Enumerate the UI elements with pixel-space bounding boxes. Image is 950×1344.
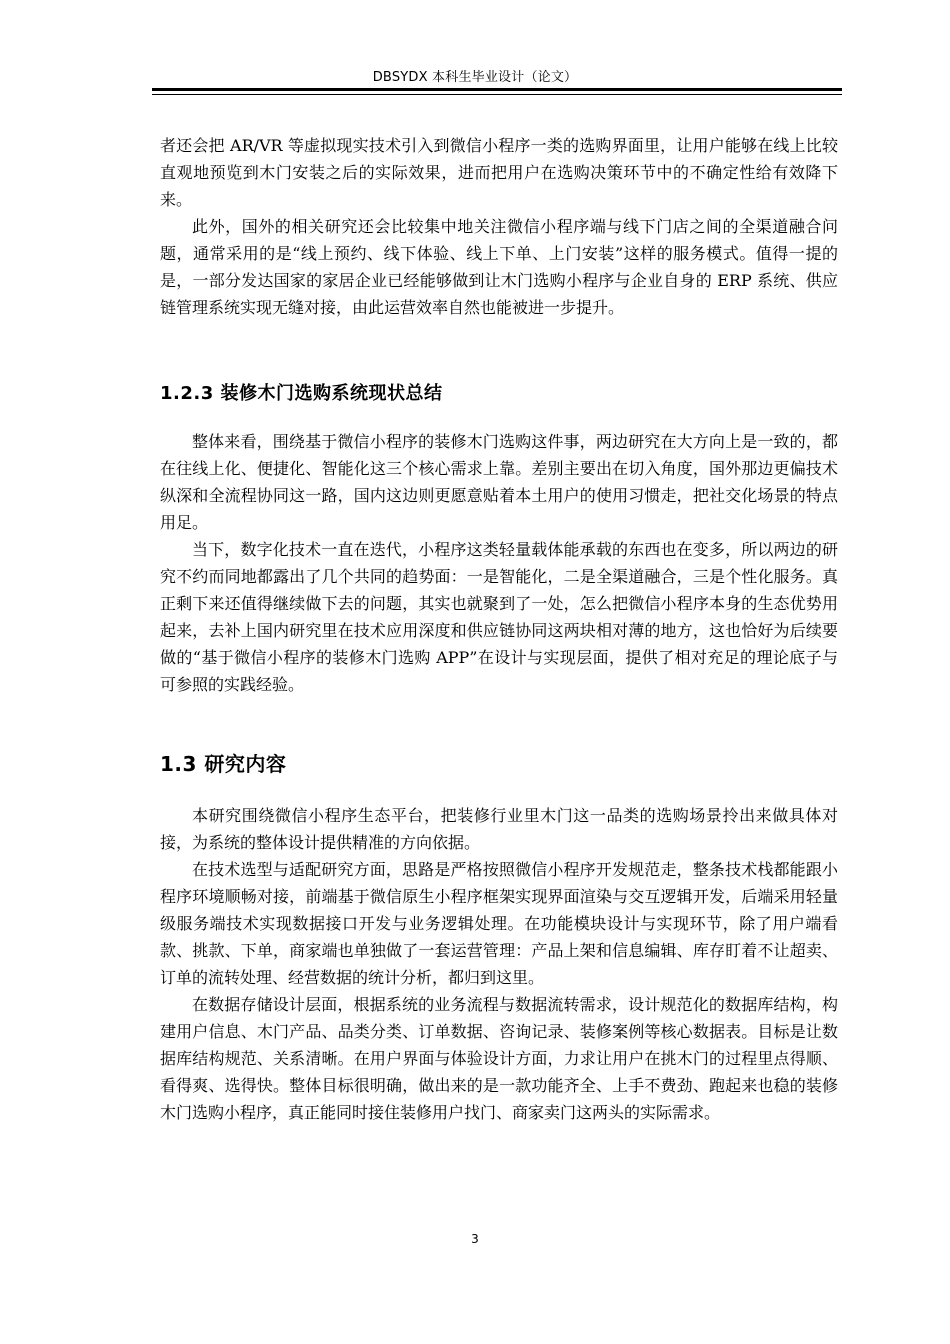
paragraph-continued: 者还会把 AR/VR 等虚拟现实技术引入到微信小程序一类的选购界面里，让用户能够在线上比较直观地预览到木门安装之后的实际效果，进而把用户在选购决策环节中的不确定性给有效降下来。 <box>160 136 838 209</box>
section-1-2-3-body <box>160 428 838 698</box>
paragraph: 本研究围绕微信小程序生态平台，把装修行业里木门这一品类的选购场景拎出来做具体对接，为系统的整体设计提供精准的方向依据。 <box>160 806 838 852</box>
header-rule-thick <box>152 88 842 91</box>
paragraph: 此外，国外的相关研究还会比较集中地关注微信小程序端与线下门店之间的全渠道融合问题，通常采用的是“线上预约、线下体验、线上下单、上门安装”这样的服务模式。值得一提的是，一部分发达国家的家居企业已经能够做到让木门选购小程序与企业自身的 ERP 系统、供应链管理系统实现无缝对接，由此运营效率自然也能被进一步提升。 <box>160 217 838 317</box>
header-rule-thin <box>152 94 842 95</box>
paragraph: 在技术选型与适配研究方面，思路是严格按照微信小程序开发规范走，整条技术栈都能跟小程序环境顺畅对接，前端基于微信原生小程序框架实现界面渲染与交互逻辑开发，后端采用轻量级服务端技术实现数据接口开发与业务逻辑处理。在功能模块设计与实现环节，除了用户端看款、挑款、下单，商家端也单独做了一套运营管理：产品上架和信息编辑、库存盯着不让超卖、订单的流转处理、经营数据的统计分析，都归到这里。 <box>160 860 838 987</box>
continued-text-block <box>160 132 838 321</box>
running-header: DBSYDX 本科生毕业设计（论文） <box>372 70 578 85</box>
paragraph: 当下，数字化技术一直在迭代，小程序这类轻量载体能承载的东西也在变多，所以两边的研究不约而同地都露出了几个共同的趋势面：一是智能化，二是全渠道融合，三是个性化服务。真正剩下来还值得继续做下去的问题，其实也就聚到了一处，怎么把微信小程序本身的生态优势用起来，去补上国内研究里在技术应用深度和供应链协同这两块相对薄的地方，这也恰好为后续要做的“基于微信小程序的装修木门选购 APP”在设计与实现层面，提供了相对充足的理论底子与可参照的实践经验。 <box>160 540 838 694</box>
paragraph: 整体来看，围绕基于微信小程序的装修木门选购这件事，两边研究在大方向上是一致的，都在往线上化、便捷化、智能化这三个核心需求上靠。差别主要出在切入角度，国外那边更偏技术纵深和全流程协同这一路，国内这边则更愿意贴着本土用户的使用习惯走，把社交化场景的特点用足。 <box>160 432 838 532</box>
paragraph: 在数据存储设计层面，根据系统的业务流程与数据流转需求，设计规范化的数据库结构，构建用户信息、木门产品、品类分类、订单数据、咨询记录、装修案例等核心数据表。目标是让数据库结构规范、关系清晰。在用户界面与体验设计方面，力求让用户在挑木门的过程里点得顺、看得爽、选得快。整体目标很明确，做出来的是一款功能齐全、上手不费劲、跑起来也稳的装修木门选购小程序，真正能同时接住装修用户找门、商家卖门这两头的实际需求。 <box>160 995 838 1122</box>
page-number: 3 <box>471 1232 479 1246</box>
section-heading-1-2-3: 1.2.3 装修木门选购系统现状总结 <box>160 383 443 404</box>
section-heading-1-3: 1.3 研究内容 <box>160 752 287 776</box>
section-1-3-body <box>160 802 838 1126</box>
